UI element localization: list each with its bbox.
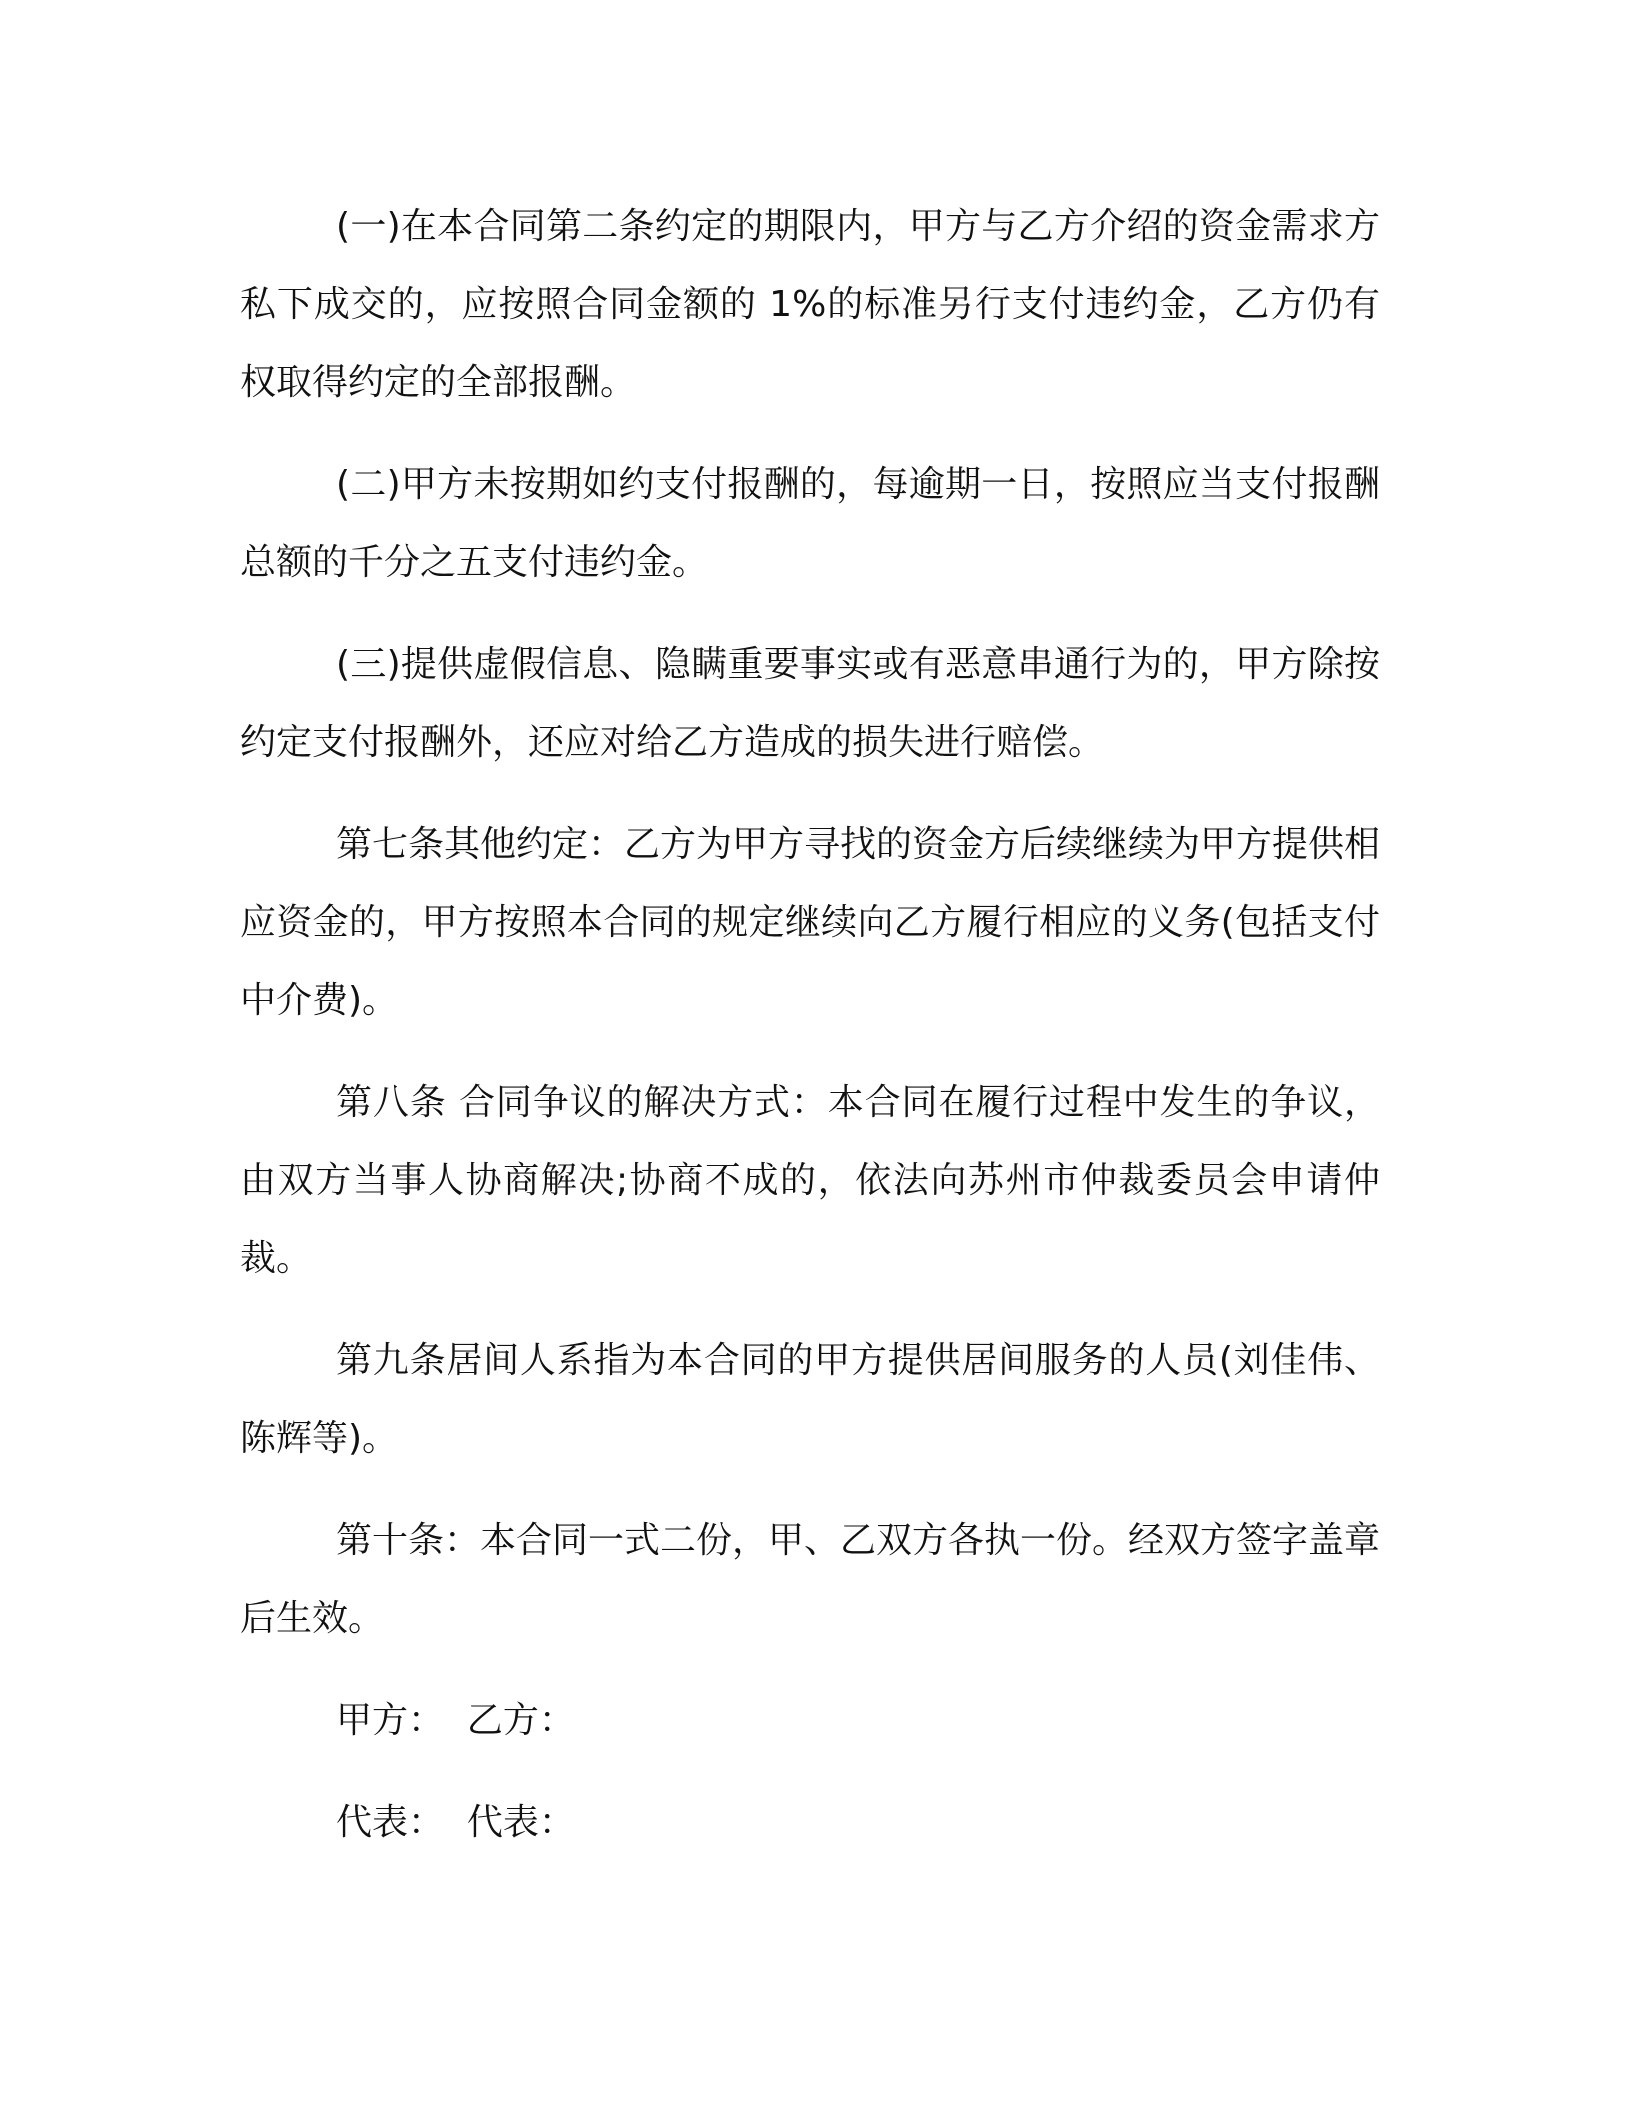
signature-parties-line: 甲方： 乙方：	[336, 1700, 575, 1741]
article-9-intermediary: 第九条居间人系指为本合同的甲方提供居间服务的人员(刘佳伟、陈辉等)。	[240, 1340, 1380, 1459]
document-body	[240, 188, 1380, 1886]
clause-penalty-2: (二)甲方未按期如约支付报酬的，每逾期一日，按照应当支付报酬总额的千分之五支付违约金。	[240, 464, 1380, 583]
signature-representatives-line: 代表： 代表：	[336, 1802, 575, 1843]
article-10-copies: 第十条：本合同一式二份，甲、乙双方各执一份。经双方签字盖章后生效。	[240, 1520, 1381, 1639]
article-8-dispute-resolution: 第八条 合同争议的解决方式：本合同在履行过程中发生的争议，由双方当事人协商解决;协商不成的，依法向苏州市仲裁委员会申请仲裁。	[240, 1082, 1380, 1279]
article-7-other-agreements: 第七条其他约定：乙方为甲方寻找的资金方后续继续为甲方提供相应资金的，甲方按照本合同的规定继续向乙方履行相应的义务(包括支付中介费)。	[240, 824, 1381, 1021]
clause-penalty-3: (三)提供虚假信息、隐瞒重要事实或有恶意串通行为的，甲方除按约定支付报酬外，还应对给乙方造成的损失进行赔偿。	[240, 644, 1380, 763]
clause-penalty-1: (一)在本合同第二条约定的期限内，甲方与乙方介绍的资金需求方私下成交的，应按照合同金额的 1%的标准另行支付违约金，乙方仍有权取得约定的全部报酬。	[240, 206, 1380, 403]
